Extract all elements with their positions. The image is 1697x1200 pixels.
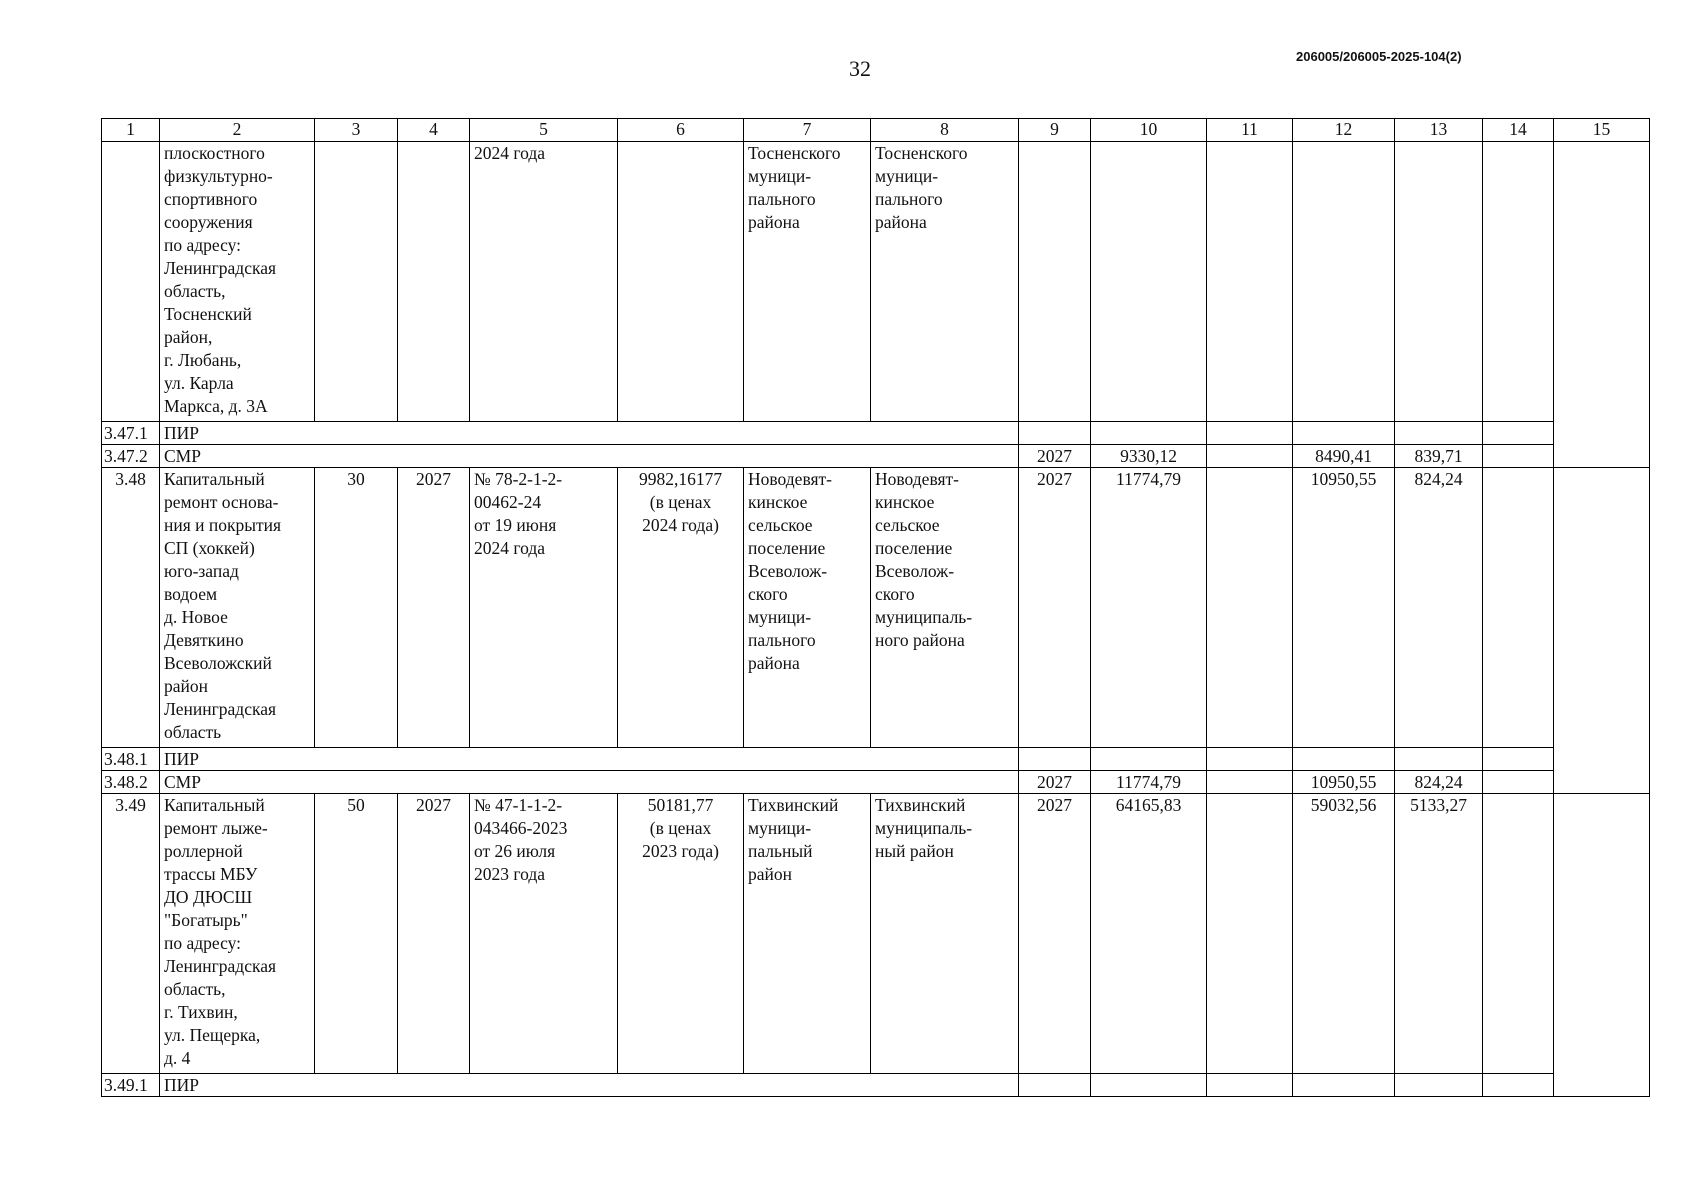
column-header: 7 xyxy=(744,119,871,142)
cell-total: 11774,79 xyxy=(1091,468,1207,748)
column-header: 13 xyxy=(1395,119,1483,142)
cell-c11 xyxy=(1207,771,1293,794)
column-header: 3 xyxy=(315,119,398,142)
table-row xyxy=(102,445,1650,468)
cell-c14 xyxy=(1483,748,1554,771)
cell-total: 64165,83 xyxy=(1091,794,1207,1074)
cell-label: СМР xyxy=(160,771,1019,794)
cell-c12: 8490,41 xyxy=(1293,445,1395,468)
cell-year: 2027 xyxy=(1019,794,1091,1074)
cell-c13 xyxy=(1395,748,1483,771)
cell-c12 xyxy=(1293,142,1395,422)
cell-num: 3.49 xyxy=(102,794,160,1074)
cell-num: 3.48 xyxy=(102,468,160,748)
cell-num: 3.49.1 xyxy=(102,1074,160,1097)
cell-c12: 10950,55 xyxy=(1293,468,1395,748)
cell-c15 xyxy=(1554,142,1650,468)
cell-doc: 2024 года xyxy=(470,142,618,422)
cell-c11 xyxy=(1207,468,1293,748)
table-row xyxy=(102,468,1650,748)
cell-customer: Новодевят- кинское сельское поселение Всеволож- ского муници- пального района xyxy=(744,468,871,748)
data-table xyxy=(101,118,1650,1097)
cell-customer: Тосненского муници- пального района xyxy=(744,142,871,422)
cell-doc: № 78-2-1-2- 00462-24 от 19 июня 2024 года xyxy=(470,468,618,748)
page-number: 32 xyxy=(849,56,871,81)
cell-name: Капитальный ремонт основа- ния и покрытия СП (хоккей) юго-запад водоем д. Новое Девяткино Всеволожский район Ленинградская область xyxy=(160,468,315,748)
table-row xyxy=(102,422,1650,445)
cell-c13: 839,71 xyxy=(1395,445,1483,468)
cell-label: ПИР xyxy=(160,748,1019,771)
table-row xyxy=(102,1074,1650,1097)
cell-c3 xyxy=(315,142,398,422)
cell-c13: 824,24 xyxy=(1395,468,1483,748)
cell-c13 xyxy=(1395,422,1483,445)
column-header: 14 xyxy=(1483,119,1554,142)
column-header: 5 xyxy=(470,119,618,142)
cell-c14 xyxy=(1483,142,1554,422)
cell-c14 xyxy=(1483,771,1554,794)
cell-total xyxy=(1091,422,1207,445)
cell-recipient: Тихвинский муниципаль- ный район xyxy=(871,794,1019,1074)
column-header: 12 xyxy=(1293,119,1395,142)
cell-year xyxy=(1019,1074,1091,1097)
cell-c14 xyxy=(1483,1074,1554,1097)
cell-c4 xyxy=(398,142,470,422)
cell-doc: № 47-1-1-2- 043466-2023 от 26 июля 2023 года xyxy=(470,794,618,1074)
cell-c14 xyxy=(1483,468,1554,748)
cell-label: СМР xyxy=(160,445,1019,468)
cell-label: ПИР xyxy=(160,1074,1019,1097)
cell-c3: 30 xyxy=(315,468,398,748)
cell-recipient: Тосненского муници- пального района xyxy=(871,142,1019,422)
table-row xyxy=(102,142,1650,422)
cell-c12 xyxy=(1293,748,1395,771)
cell-total xyxy=(1091,1074,1207,1097)
cell-c11 xyxy=(1207,142,1293,422)
cell-c13 xyxy=(1395,1074,1483,1097)
cell-c14 xyxy=(1483,794,1554,1074)
cell-recipient: Новодевят- кинское сельское поселение Всеволож- ского муниципаль- ного района xyxy=(871,468,1019,748)
cell-num: 3.48.2 xyxy=(102,771,160,794)
table-row xyxy=(102,748,1650,771)
cell-year xyxy=(1019,748,1091,771)
header-row xyxy=(102,119,1650,142)
cell-c12: 59032,56 xyxy=(1293,794,1395,1074)
cell-num xyxy=(102,142,160,422)
cell-c14 xyxy=(1483,445,1554,468)
column-header: 1 xyxy=(102,119,160,142)
cell-customer: Тихвинский муници- пальный район xyxy=(744,794,871,1074)
cell-year: 2027 xyxy=(1019,771,1091,794)
column-header: 11 xyxy=(1207,119,1293,142)
cell-c12 xyxy=(1293,422,1395,445)
table-row xyxy=(102,771,1650,794)
cell-c11 xyxy=(1207,422,1293,445)
cell-c12 xyxy=(1293,1074,1395,1097)
cell-year: 2027 xyxy=(1019,468,1091,748)
column-header: 8 xyxy=(871,119,1019,142)
cell-year xyxy=(1019,142,1091,422)
cell-c3: 50 xyxy=(315,794,398,1074)
column-header: 4 xyxy=(398,119,470,142)
cell-cost xyxy=(618,142,744,422)
document-id: 206005/206005-2025-104(2) xyxy=(1296,49,1462,64)
cell-c13 xyxy=(1395,142,1483,422)
cell-year: 2027 xyxy=(1019,445,1091,468)
cell-label: ПИР xyxy=(160,422,1019,445)
cell-c12: 10950,55 xyxy=(1293,771,1395,794)
cell-c4: 2027 xyxy=(398,794,470,1074)
cell-c11 xyxy=(1207,1074,1293,1097)
cell-c14 xyxy=(1483,422,1554,445)
table-row xyxy=(102,794,1650,1074)
cell-c13: 5133,27 xyxy=(1395,794,1483,1074)
column-header: 6 xyxy=(618,119,744,142)
cell-c15 xyxy=(1554,794,1650,1097)
cell-total: 9330,12 xyxy=(1091,445,1207,468)
cell-total: 11774,79 xyxy=(1091,771,1207,794)
cell-cost: 50181,77 (в ценах 2023 года) xyxy=(618,794,744,1074)
column-header: 10 xyxy=(1091,119,1207,142)
cell-total xyxy=(1091,142,1207,422)
cell-name: Капитальный ремонт лыже- роллерной трассы МБУ ДО ДЮСШ "Богатырь" по адресу: Ленинградская область, г. Тихвин, ул. Пещерка, д. 4 xyxy=(160,794,315,1074)
cell-year xyxy=(1019,422,1091,445)
cell-c11 xyxy=(1207,794,1293,1074)
cell-c11 xyxy=(1207,748,1293,771)
cell-total xyxy=(1091,748,1207,771)
cell-num: 3.47.1 xyxy=(102,422,160,445)
cell-c11 xyxy=(1207,445,1293,468)
cell-num: 3.47.2 xyxy=(102,445,160,468)
cell-c13: 824,24 xyxy=(1395,771,1483,794)
cell-c4: 2027 xyxy=(398,468,470,748)
column-header: 9 xyxy=(1019,119,1091,142)
cell-cost: 9982,16177 (в ценах 2024 года) xyxy=(618,468,744,748)
column-header: 2 xyxy=(160,119,315,142)
cell-name: плоскостного физкультурно- спортивного сооружения по адресу: Ленинградская область, Тосненский район, г. Любань, ул. Карла Маркса, д. 3А xyxy=(160,142,315,422)
cell-c15 xyxy=(1554,468,1650,794)
cell-num: 3.48.1 xyxy=(102,748,160,771)
column-header: 15 xyxy=(1554,119,1650,142)
